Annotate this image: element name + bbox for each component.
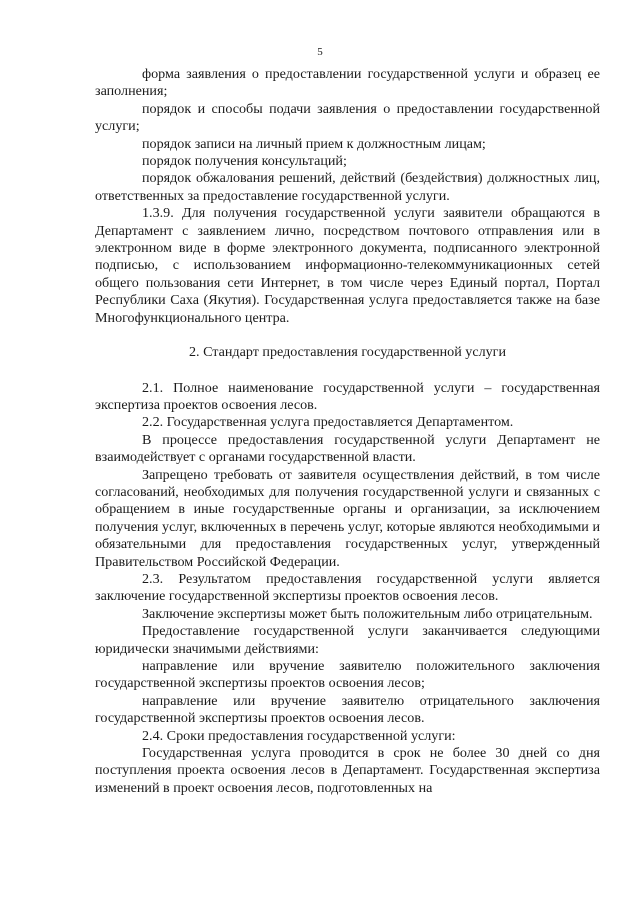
- paragraph: Заключение экспертизы может быть положительным либо отрицательным.: [142, 605, 593, 622]
- paragraph: порядок получения консультаций;: [142, 153, 347, 170]
- paragraph: порядок записи на личный прием к должностным лицам;: [142, 135, 486, 152]
- paragraph: направление или вручение заявителю отрицательного заключения государственной экспертизы проектов освоения лесов.: [95, 692, 600, 727]
- paragraph: Государственная услуга проводится в срок не более 30 дней со дня поступления проекта освоения лесов в Департамент. Государственная экспертиза изменений в проект освоения лесов, подготовленных на: [95, 745, 600, 796]
- paragraph: 2.1. Полное наименование государственной услуги – государственная экспертиза проектов освоения лесов.: [95, 379, 600, 413]
- paragraph: В процессе предоставления государственной услуги Департамент не взаимодействует с органами государственной власти.: [95, 431, 600, 466]
- paragraph: Предоставление государственной услуги заканчивается следующими юридически значимыми действиями:: [95, 623, 600, 657]
- paragraph: 2.2. Государственная услуга предоставляется Департаментом.: [142, 414, 514, 431]
- paragraph: порядок обжалования решений, действий (бездействия) должностных лиц, ответственных за предоставление государственной услуги.: [95, 170, 600, 204]
- paragraph: порядок и способы подачи заявления о предоставлении государственной услуги;: [95, 100, 600, 135]
- paragraph: Запрещено требовать от заявителя осуществления действий, в том числе согласований, необходимых для получения государственной услуги и связанных с обращением в иные государственные органы и организации, за исключением получения услуг, включенных в перечень услуг, которые являются необходимыми и обязательными для предоставления государственных услуг, утвержденный Правительством Российской Федерации.: [95, 466, 600, 570]
- section-heading: 2. Стандарт предоставления государственной услуги: [189, 344, 506, 361]
- paragraph: направление или вручение заявителю положительного заключения государственной экспертизы проектов освоения лесов;: [95, 658, 600, 692]
- paragraph: форма заявления о предоставлении государственной услуги и образец ее заполнения;: [95, 66, 600, 100]
- paragraph: 1.3.9. Для получения государственной услуги заявители обращаются в Департамент с заявлением лично, посредством почтового отправления или в электронном виде в форме электронного документа, подписанного электронной подписью, с использованием информационно-телекоммуникационных сетей общего пользования сети Интернет, в том числе через Единый портал, Портал Республики Саха (Якутия). Государственная услуга предоставляется также на базе Многофункционального центра.: [95, 205, 600, 326]
- document-body: [95, 66, 600, 797]
- page-number: 5: [317, 46, 323, 58]
- paragraph: 2.4. Сроки предоставления государственной услуги:: [142, 727, 456, 744]
- paragraph: 2.3. Результатом предоставления государственной услуги является заключение государственной экспертизы проектов освоения лесов.: [95, 570, 600, 605]
